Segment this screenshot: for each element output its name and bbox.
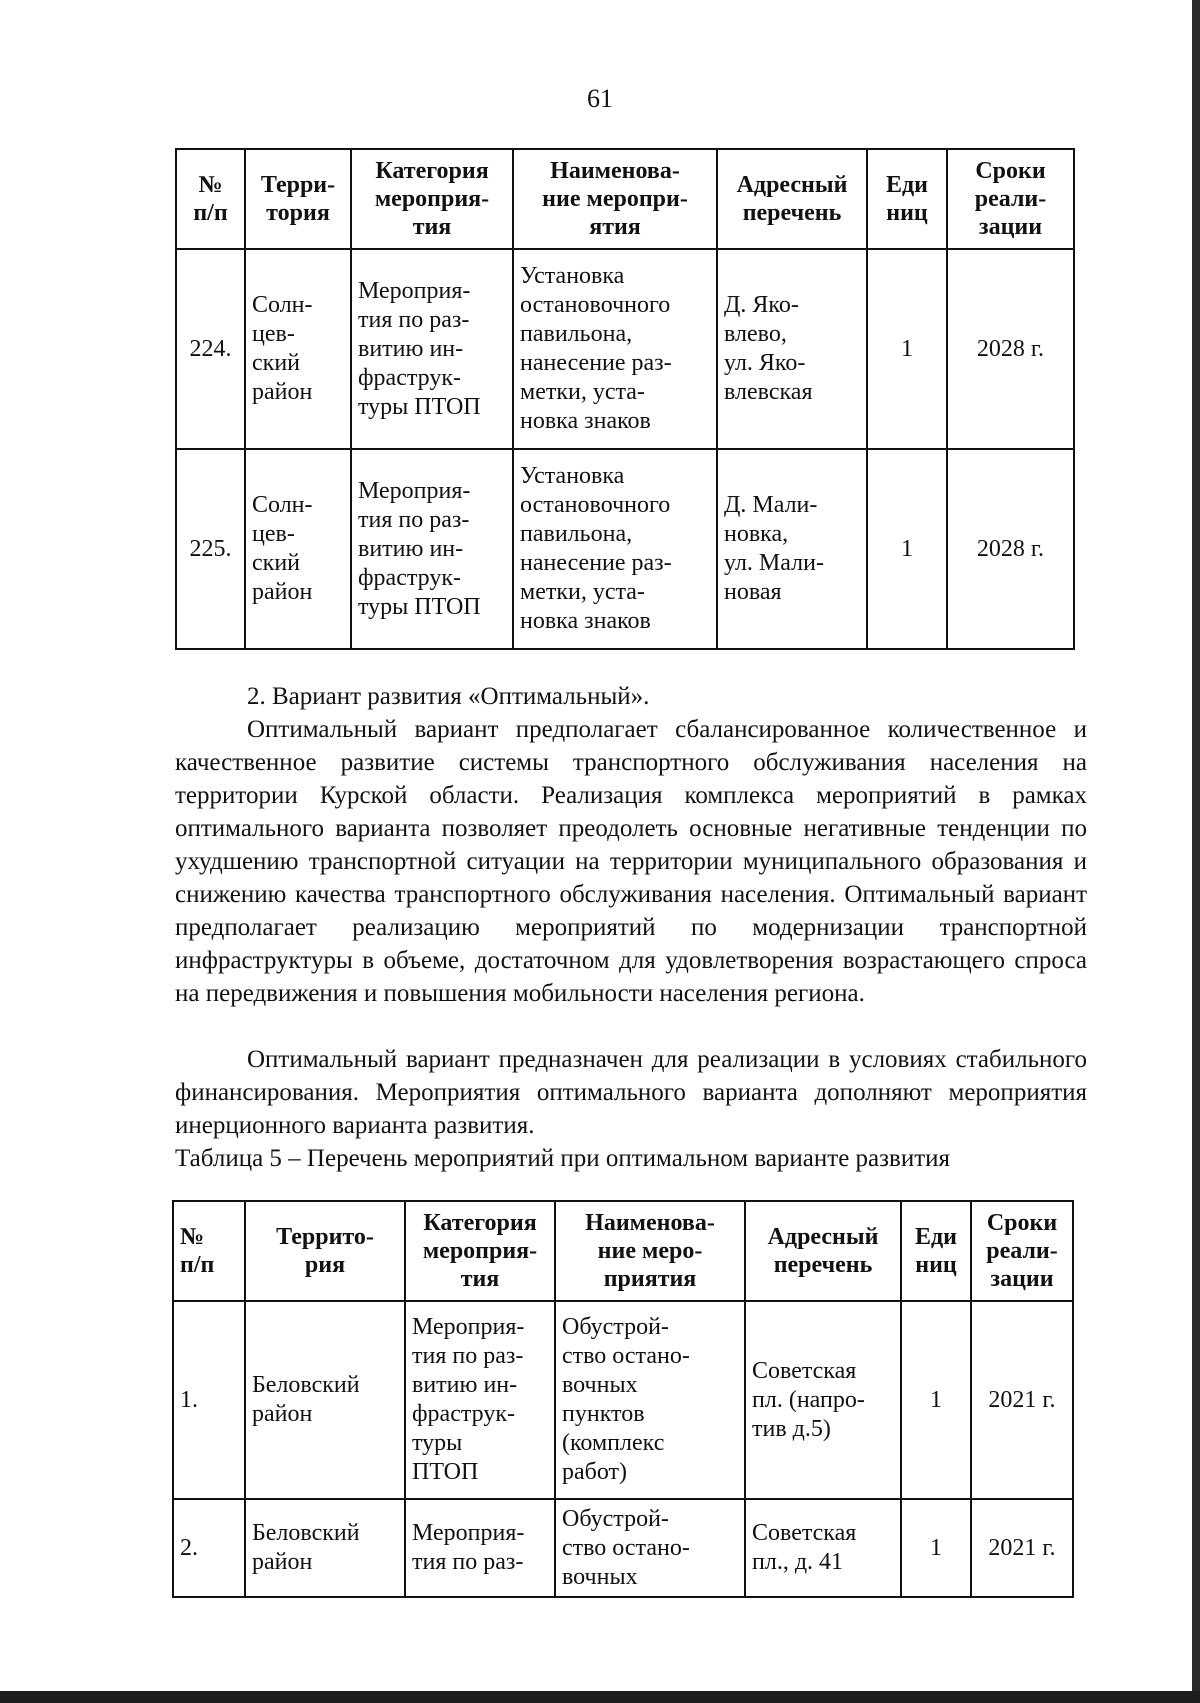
scan-edge-bottom: [0, 1691, 1200, 1703]
table-header-row: [173, 1201, 1073, 1301]
cell-territory: Беловский район: [245, 1499, 405, 1597]
cell-units: 1: [901, 1499, 971, 1597]
scan-edge-right: [1192, 0, 1200, 1703]
cell-num: 1.: [173, 1301, 245, 1499]
cell-term: 2021 г.: [971, 1301, 1073, 1499]
cell-territory: Беловский район: [245, 1301, 405, 1499]
cell-name: Обустрой- ство остано- вочных пунктов (комплекс работ): [555, 1301, 745, 1499]
cell-category: Мероприя- тия по раз- витию ин- фраструк- туры ПТОП: [351, 449, 513, 649]
paragraph-optimal-description: Оптимальный вариант предполагает сбалансированное количественное и качественное развитие системы транспортного обслуживания населения на территории Курской области. Реализация комплекса мероприятий в рамках оптимального варианта позволяет преодолеть основные негативные тенденции по ухудшению транспортной ситуации на территории муниципального образования и снижению качества транспортного обслуживания населения. Оптимальный вариант предполагает реализацию мероприятий по модернизации транспортной инфраструктуры в объеме, достаточном для удовлетворения возрастающего спроса на передвижения и повышения мобильности населения региона.: [175, 716, 1087, 1007]
cell-category: Мероприя- тия по раз- витию ин- фраструк- туры ПТОП: [351, 249, 513, 449]
header-cell-num: № п/п: [173, 1201, 245, 1301]
header-cell-category: Категория мероприя- тия: [351, 149, 513, 249]
table-row: [176, 449, 1074, 649]
header-cell-units: Еди ниц: [901, 1201, 971, 1301]
header-cell-name: Наименова- ние меро- приятия: [555, 1201, 745, 1301]
cell-address: Д. Яко- влево, ул. Яко- влевская: [717, 249, 867, 449]
optimal-events-table: [172, 1200, 1074, 1598]
header-cell-term: Сроки реали- зации: [971, 1201, 1073, 1301]
header-cell-term: Сроки реали- зации: [947, 149, 1074, 249]
events-table-continued: [175, 148, 1075, 650]
cell-category: Мероприя- тия по раз- витию ин- фраструк- туры ПТОП: [405, 1301, 555, 1499]
cell-territory: Солн- цев- ский район: [245, 449, 351, 649]
cell-term: 2021 г.: [971, 1499, 1073, 1597]
cell-num: 2.: [173, 1499, 245, 1597]
paragraph-optimal-financing: Оптимальный вариант предназначен для реализации в условиях стабильного финансирования. Мероприятия оптимального варианта дополняют мероприятия инерционного варианта развития.: [175, 1046, 1087, 1139]
cell-units: 1: [901, 1301, 971, 1499]
table-row: [176, 249, 1074, 449]
cell-territory: Солн- цев- ский район: [245, 249, 351, 449]
cell-category: Мероприя- тия по раз-: [405, 1499, 555, 1597]
header-cell-address: Адресный перечень: [745, 1201, 901, 1301]
cell-num: 225.: [176, 449, 245, 649]
cell-address: Д. Мали- новка, ул. Мали- новая: [717, 449, 867, 649]
header-cell-territory: Террито- рия: [245, 1201, 405, 1301]
table-row: [173, 1301, 1073, 1499]
header-cell-territory: Терри- тория: [245, 149, 351, 249]
cell-term: 2028 г.: [947, 249, 1074, 449]
cell-units: 1: [867, 449, 947, 649]
cell-term: 2028 г.: [947, 449, 1074, 649]
section-heading: 2. Вариант развития «Оптимальный».: [247, 683, 650, 710]
header-cell-num: № п/п: [176, 149, 245, 249]
table-caption: Таблица 5 – Перечень мероприятий при оптимальном варианте развития: [175, 1145, 951, 1172]
cell-name: Установка остановочного павильона, нанесение раз- метки, уста- новка знаков: [513, 449, 717, 649]
header-cell-category: Категория мероприя- тия: [405, 1201, 555, 1301]
cell-name: Обустрой- ство остано- вочных: [555, 1499, 745, 1597]
cell-name: Установка остановочного павильона, нанесение раз- метки, уста- новка знаков: [513, 249, 717, 449]
cell-units: 1: [867, 249, 947, 449]
cell-num: 224.: [176, 249, 245, 449]
table-header-row: [176, 149, 1074, 249]
page-number: 61: [587, 84, 613, 113]
header-cell-units: Еди ниц: [867, 149, 947, 249]
table-row: [173, 1499, 1073, 1597]
cell-address: Советская пл., д. 41: [745, 1499, 901, 1597]
header-cell-address: Адресный перечень: [717, 149, 867, 249]
header-cell-name: Наименова- ние меропри- ятия: [513, 149, 717, 249]
cell-address: Советская пл. (напро- тив д.5): [745, 1301, 901, 1499]
